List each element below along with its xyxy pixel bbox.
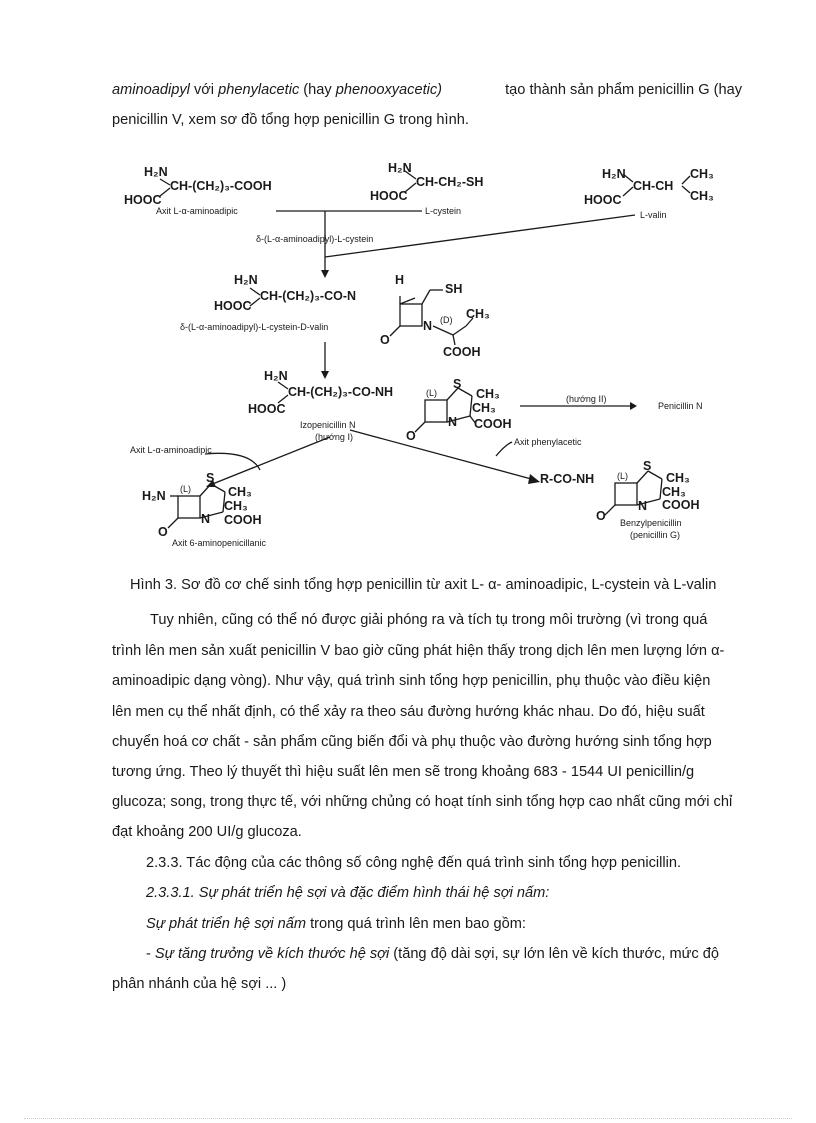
path-2-label: (hướng II): [566, 394, 607, 404]
m5-sub: (hướng I): [315, 432, 353, 442]
subsection-heading: 2.3.3.1. Sự phát triển hệ sợi và đặc điểm hình thái hệ sợi nấm:: [146, 885, 550, 901]
m1-hooc: HOOC: [124, 193, 162, 207]
m1-h2n: H₂N: [144, 165, 168, 179]
m7-l: (L): [617, 471, 628, 481]
m5-ch3a: CH₃: [476, 387, 500, 401]
m5-ch3b: CH₃: [472, 401, 496, 415]
m7-name: Benzylpenicillin: [620, 518, 682, 528]
m1-name: Axit L-α-aminoadipic: [156, 206, 238, 216]
m7-n: N: [638, 499, 648, 513]
m2-hooc: HOOC: [370, 189, 408, 203]
para3-term: Sự tăng trưởng về kích thước hệ sợi: [154, 946, 390, 962]
m3-ch3a: CH₃: [690, 167, 714, 181]
top-line-1: [112, 80, 742, 100]
m5-n: N: [448, 415, 458, 429]
m4-cooh: COOH: [443, 345, 481, 359]
m5-hooc: HOOC: [248, 402, 286, 416]
m6-o: O: [158, 525, 168, 539]
m6-s: S: [206, 471, 215, 485]
m7-s: S: [643, 459, 652, 473]
m1-chain: CH-(CH₂)₃-COOH: [170, 179, 272, 193]
figure-caption: Hình 3. Sơ đồ cơ chế sinh tổng hợp penicillin từ axit L- α- aminoadipic, L-cystein và L-valin: [130, 577, 717, 593]
branch-left-label: Axit L-α-aminoadipic: [130, 445, 212, 455]
para1-line-7: glucoza; song, trong thực tế, với những chủng có hoạt tính sinh tổng hợp cao nhất cũng mới chỉ: [112, 794, 733, 810]
penicillin-n-label: Penicillin N: [658, 401, 703, 411]
m3-h2n: H₂N: [602, 167, 626, 181]
para2: [146, 914, 776, 934]
para1-line-5: chuyển hoá cơ chất - sản phẩm cũng biến đổi và phụ thuộc vào đường hướng sinh tổng hợp: [112, 734, 712, 750]
para3-line-2: phân nhánh của hệ sợi ... ): [112, 976, 287, 992]
section-heading: 2.3.3. Tác động của các thông số công nghệ đến quá trình sinh tổng hợp penicillin.: [146, 855, 682, 871]
m4-hooc: HOOC: [214, 299, 252, 313]
m6-n: N: [201, 512, 211, 526]
m4-chain: CH-(CH₂)₃-CO-N: [260, 289, 357, 303]
m5-h2n: H₂N: [264, 369, 288, 383]
m7-rco: R-CO-NH: [540, 472, 595, 486]
m7-cooh: COOH: [662, 498, 700, 512]
para1-line-1: [150, 610, 742, 630]
text-fragment: với: [189, 82, 219, 98]
m6-l: (L): [180, 484, 191, 494]
m2-chain: CH-CH₂-SH: [416, 175, 484, 189]
m4-h2n: H₂N: [234, 273, 258, 287]
m6-cooh: COOH: [224, 513, 262, 527]
branch-right-label: Axit phenylacetic: [514, 437, 582, 447]
term-phenylacetic: phenylacetic: [218, 82, 300, 98]
m5-o: O: [406, 429, 416, 443]
m7-ch3a: CH₃: [666, 471, 690, 485]
m6-ch3b: CH₃: [224, 499, 248, 513]
m4-n: N: [423, 319, 433, 333]
m4-d: (D): [440, 315, 453, 325]
para1-line-8: đạt khoảng 200 UI/g glucoza.: [112, 824, 302, 840]
m7-sub: (penicillin G): [630, 530, 681, 540]
m4-sh: SH: [445, 282, 463, 296]
penicillin-biosynthesis-diagram: [110, 160, 750, 560]
m5-cooh: COOH: [474, 417, 512, 431]
text-fragment: tạo thành sản phẩm penicillin G (hay: [505, 82, 742, 98]
footer-rule: [24, 1118, 792, 1119]
para3-line-1: [146, 944, 742, 964]
para1-line-6: tương ứng. Theo lý thuyết thì hiệu suất lên men sẽ trong khoảng 683 - 1544 UI penicillin/g: [112, 764, 695, 780]
m4-name: δ-(L-α-aminoadipyl)-L-cystein-D-valin: [180, 322, 329, 332]
m4-o: O: [380, 333, 390, 347]
m7-ch3b: CH₃: [662, 485, 686, 499]
m5-l: (L): [426, 388, 437, 398]
intermediate-label: δ-(L-α-aminoadipyl)-L-cystein: [256, 234, 374, 244]
m2-h2n: H₂N: [388, 161, 412, 175]
m3-hooc: HOOC: [584, 193, 622, 207]
para3-rest: (tăng độ dài sợi, sự lớn lên về kích thước, mức độ: [389, 946, 719, 962]
m6-ch3a: CH₃: [228, 485, 252, 499]
term-phenooxyacetic: phenooxyacetic): [335, 82, 443, 98]
top-line-2: penicillin V, xem sơ đồ tổng hợp penicillin G trong hình.: [112, 112, 469, 128]
m5-chain: CH-(CH₂)₃-CO-NH: [288, 385, 394, 399]
para3-dash: -: [146, 946, 155, 962]
m3-name: L-valin: [640, 210, 667, 220]
term-aminoadipyl: aminoadipyl: [112, 82, 190, 98]
para2-term: Sự phát triển hệ sợi nấm: [146, 916, 307, 932]
m5-name: Izopenicillin N: [300, 420, 356, 430]
m2-name: L-cystein: [425, 206, 462, 216]
m5-s: S: [453, 377, 462, 391]
para1-line-2: trình lên men sản xuất penicillin V bao giờ cũng phát hiện thấy trong dịch lên men lượng lớn α-: [112, 643, 725, 659]
text-fragment: (hay: [299, 82, 336, 98]
m4-ch3: CH₃: [466, 307, 490, 321]
para1-line-4: lên men cụ thể nhất định, có thể xảy ra theo sáu đường hướng khác nhau. Do đó, hiệu suất: [112, 704, 705, 720]
para1-line-1-text: Tuy nhiên, cũng có thể nó được giải phóng ra và tích tụ trong môi trường (vì trong quá: [150, 612, 708, 628]
m3-chain: CH-CH: [633, 179, 674, 193]
para2-rest: trong quá trình lên men bao gồm:: [306, 916, 526, 932]
m7-o: O: [596, 509, 606, 523]
m6-h2n: H₂N: [142, 489, 166, 503]
m6-name: Axit 6-aminopenicillanic: [172, 538, 267, 548]
para1-line-3: aminoadipic dạng vòng). Như vậy, quá trình sinh tổng hợp penicillin, phụ thuộc vào điều kiện: [112, 673, 711, 689]
m3-ch3b: CH₃: [690, 189, 714, 203]
m4-h: H: [395, 273, 405, 287]
